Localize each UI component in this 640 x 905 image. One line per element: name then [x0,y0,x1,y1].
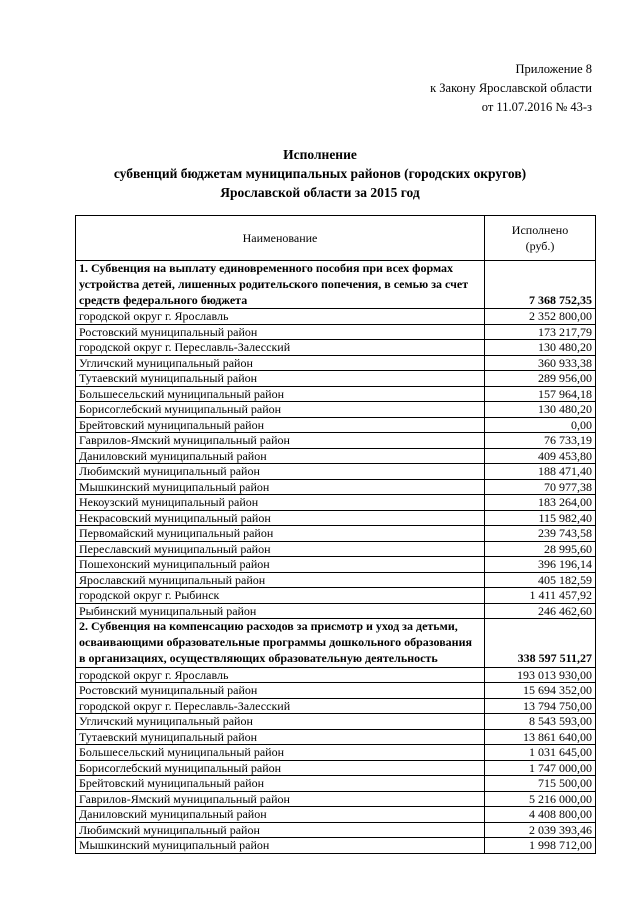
row-name: Любимский муниципальный район [76,464,485,480]
row-name: Борисоглебский муниципальный район [76,402,485,418]
row-name: Тутаевский муниципальный район [76,371,485,387]
table-row [76,526,596,542]
header-value-line-1: Исполнено [511,223,569,237]
row-value: 13 794 750,00 [485,698,596,714]
header-value [485,216,596,261]
table-row [76,324,596,340]
table-row [76,729,596,745]
row-value: 13 861 640,00 [485,729,596,745]
execution-table [75,215,596,854]
title-line-1: Исполнение [283,147,357,162]
table-row [76,760,596,776]
table-row [76,822,596,838]
row-value: 4 408 800,00 [485,807,596,823]
row-name: Переславский муниципальный район [76,541,485,557]
table-row [76,510,596,526]
row-value: 405 182,59 [485,572,596,588]
table-row [76,745,596,761]
row-name: Тутаевский муниципальный район [76,729,485,745]
row-name: Большесельский муниципальный район [76,386,485,402]
table-row [76,603,596,619]
table-row [76,791,596,807]
row-value: 115 982,40 [485,510,596,526]
row-value: 0,00 [485,417,596,433]
row-value: 2 352 800,00 [485,309,596,325]
row-name: Ростовский муниципальный район [76,683,485,699]
table-row [76,776,596,792]
table-row [76,683,596,699]
row-name: Даниловский муниципальный район [76,807,485,823]
row-name: Большесельский муниципальный район [76,745,485,761]
row-name: Некрасовский муниципальный район [76,510,485,526]
table-row [76,667,596,683]
table-row [76,448,596,464]
row-value: 130 480,20 [485,340,596,356]
table-body [76,261,596,854]
table-row [76,557,596,573]
row-value: 1 031 645,00 [485,745,596,761]
row-value: 28 995,60 [485,541,596,557]
table-row [76,479,596,495]
row-name: Борисоглебский муниципальный район [76,760,485,776]
table-row [76,355,596,371]
table-row [76,838,596,854]
table-row [76,714,596,730]
table-row [76,572,596,588]
section-title: 1. Субвенция на выплату единовременного пособия при всех формах устройства детей, лишенных родительского попечения, в семью за счет средств федерального бюджета [76,261,485,309]
row-name: Гаврилов-Ямский муниципальный район [76,433,485,449]
row-name: Ярославский муниципальный район [76,572,485,588]
section-total: 7 368 752,35 [485,261,596,309]
appendix-line-2: к Закону Ярославской области [430,81,592,95]
table-header-row [76,216,596,261]
row-value: 76 733,19 [485,433,596,449]
section-title: 2. Субвенция на компенсацию расходов за присмотр и уход за детьми, осваивающими образовательные программы дошкольного образования в организациях, осуществляющих образовательную деятельность [76,619,485,667]
row-name: Мышкинский муниципальный район [76,838,485,854]
row-value: 130 480,20 [485,402,596,418]
row-value: 2 039 393,46 [485,822,596,838]
row-name: городской округ г. Переславль-Залесский [76,340,485,356]
row-name: Рыбинский муниципальный район [76,603,485,619]
table-row [76,371,596,387]
row-name: городской округ г. Рыбинск [76,588,485,604]
row-value: 15 694 352,00 [485,683,596,699]
row-name: Любимский муниципальный район [76,822,485,838]
title-line-2: субвенций бюджетам муниципальных районов (городских округов) [113,166,527,181]
appendix-line-1: Приложение 8 [515,62,592,76]
row-name: Мышкинский муниципальный район [76,479,485,495]
row-value: 715 500,00 [485,776,596,792]
row-value: 360 933,38 [485,355,596,371]
table-row [76,698,596,714]
section-row [76,261,596,309]
table-row [76,340,596,356]
table-row [76,386,596,402]
table-row [76,495,596,511]
row-value: 239 743,58 [485,526,596,542]
row-value: 173 217,79 [485,324,596,340]
table-row [76,541,596,557]
row-value: 5 216 000,00 [485,791,596,807]
row-name: Ростовский муниципальный район [76,324,485,340]
row-value: 396 196,14 [485,557,596,573]
table-row [76,417,596,433]
row-value: 409 453,80 [485,448,596,464]
row-value: 8 543 593,00 [485,714,596,730]
row-value: 70 977,38 [485,479,596,495]
row-name: Брейтовский муниципальный район [76,417,485,433]
row-name: Угличский муниципальный район [76,714,485,730]
row-name: Некоузский муниципальный район [76,495,485,511]
title-line-3: Ярославской области за 2015 год [220,185,420,200]
row-value: 188 471,40 [485,464,596,480]
row-name: городской округ г. Ярославль [76,309,485,325]
row-name: Первомайский муниципальный район [76,526,485,542]
table-row [76,402,596,418]
document-title [0,145,640,202]
table-row [76,807,596,823]
header-name: Наименование [76,216,485,261]
header-value-line-2: (руб.) [525,239,555,253]
row-name: городской округ г. Ярославль [76,667,485,683]
row-value: 289 956,00 [485,371,596,387]
row-name: Пошехонский муниципальный район [76,557,485,573]
row-value: 193 013 930,00 [485,667,596,683]
row-name: городской округ г. Переславль-Залесский [76,698,485,714]
appendix-line-3: от 11.07.2016 № 43-з [481,100,592,114]
row-name: Гаврилов-Ямский муниципальный район [76,791,485,807]
table-row [76,464,596,480]
row-name: Угличский муниципальный район [76,355,485,371]
row-name: Даниловский муниципальный район [76,448,485,464]
row-value: 1 747 000,00 [485,760,596,776]
table-row [76,433,596,449]
row-value: 1 998 712,00 [485,838,596,854]
row-value: 246 462,60 [485,603,596,619]
table-row [76,588,596,604]
section-total: 338 597 511,27 [485,619,596,667]
section-row [76,619,596,667]
row-value: 1 411 457,92 [485,588,596,604]
row-name: Брейтовский муниципальный район [76,776,485,792]
row-value: 157 964,18 [485,386,596,402]
table-row [76,309,596,325]
row-value: 183 264,00 [485,495,596,511]
appendix-block [430,60,592,117]
